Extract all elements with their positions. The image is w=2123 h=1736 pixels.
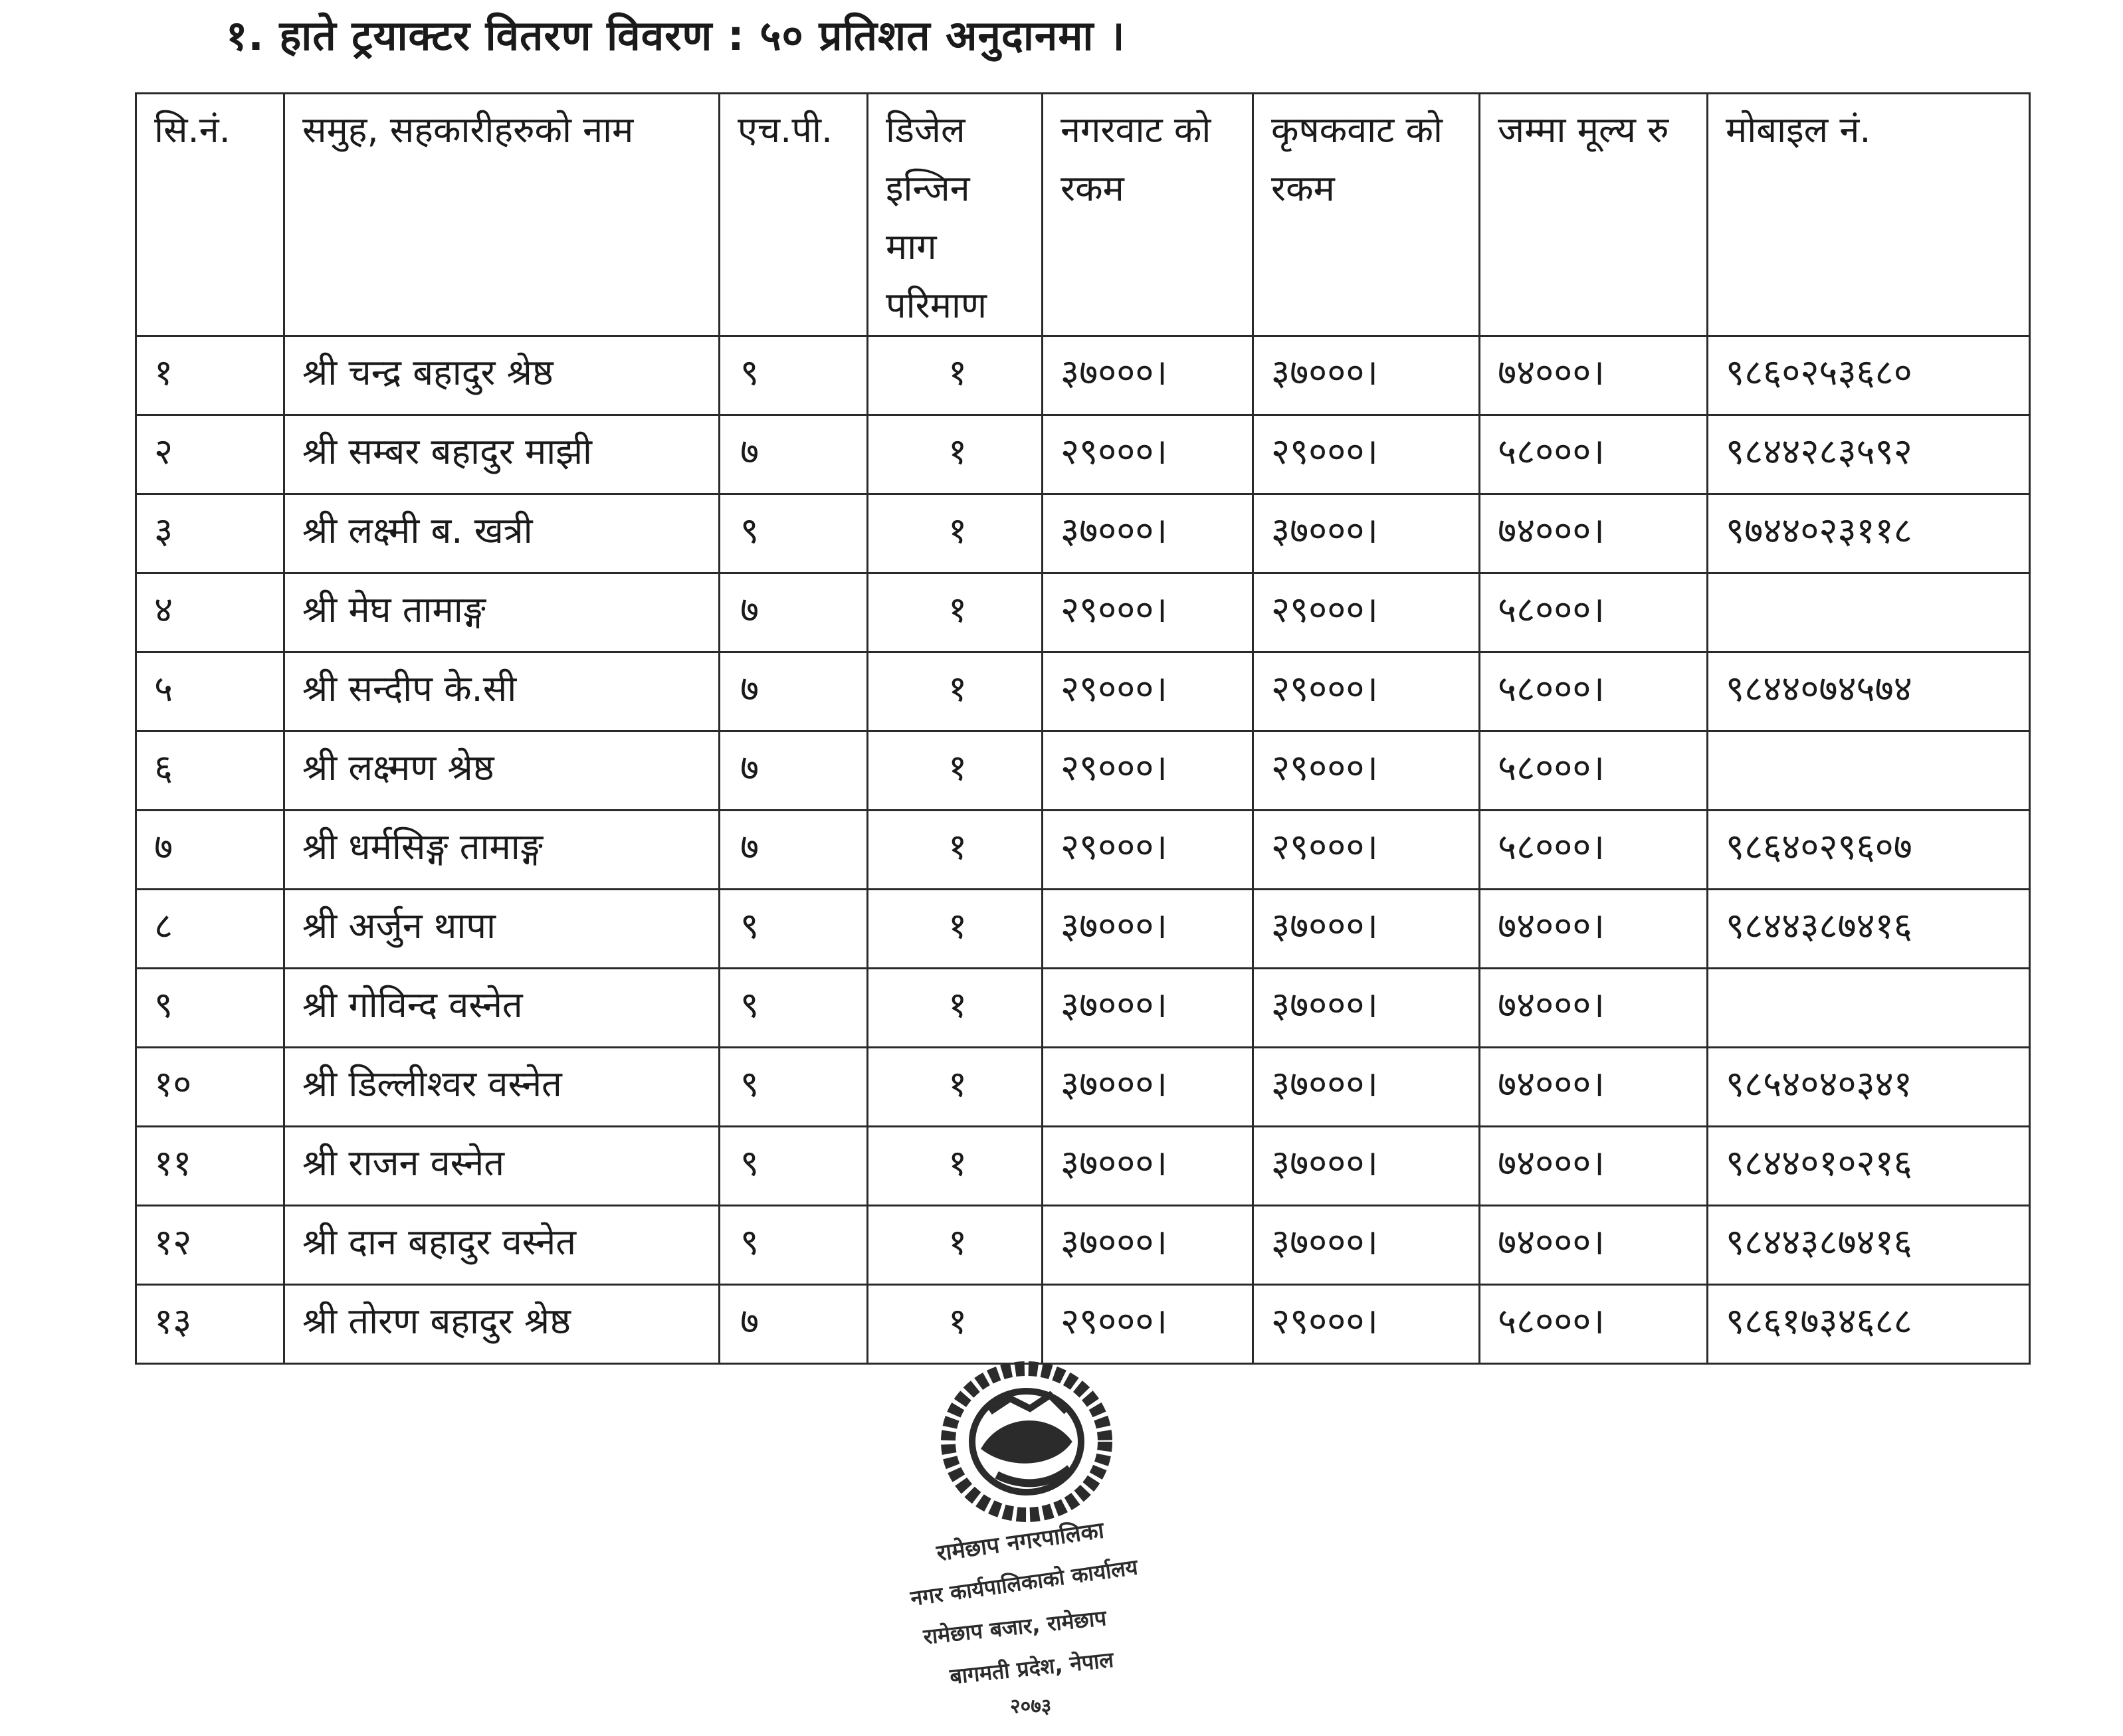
cell-serial-no: ४: [136, 573, 284, 652]
cell-serial-no: ११: [136, 1127, 284, 1206]
cell-hp: ९: [720, 969, 868, 1048]
cell-mobile: ९८६०२५३६८०: [1708, 336, 2030, 415]
cell-quantity: १: [868, 415, 1043, 494]
cell-serial-no: १: [136, 336, 284, 415]
cell-quantity: १: [868, 1048, 1043, 1127]
cell-municipality-amount: ३७०००।: [1043, 1206, 1253, 1285]
cell-serial-no: १०: [136, 1048, 284, 1127]
cell-name: श्री सन्दीप के.सी: [284, 652, 720, 731]
cell-hp: ९: [720, 494, 868, 573]
cell-serial-no: २: [136, 415, 284, 494]
cell-municipality-amount: ३७०००।: [1043, 890, 1253, 969]
cell-serial-no: ३: [136, 494, 284, 573]
cell-mobile: ९७४४०२३११८: [1708, 494, 2030, 573]
cell-municipality-amount: २९०००।: [1043, 573, 1253, 652]
cell-serial-no: ९: [136, 969, 284, 1048]
cell-serial-no: ७: [136, 811, 284, 890]
header-municipality-amount: नगरवाट को रकम: [1043, 94, 1253, 336]
cell-mobile: ९८४४०७४५७४: [1708, 652, 2030, 731]
table-row: [136, 652, 2030, 731]
table-body: [136, 336, 2030, 1364]
cell-municipality-amount: ३७०००।: [1043, 1127, 1253, 1206]
cell-quantity: १: [868, 969, 1043, 1048]
cell-hp: ७: [720, 731, 868, 811]
cell-total: ५८०००।: [1480, 811, 1708, 890]
cell-total: ७४०००।: [1480, 1048, 1708, 1127]
table-row: [136, 1206, 2030, 1285]
cell-total: ५८०००।: [1480, 731, 1708, 811]
cell-total: ७४०००।: [1480, 336, 1708, 415]
cell-farmer-amount: २९०००।: [1253, 731, 1480, 811]
header-total-price: जम्मा मूल्य रु: [1480, 94, 1708, 336]
stamp-line-4: बागमती प्रदेश, नेपाल: [948, 1646, 1115, 1689]
table-row: [136, 1048, 2030, 1127]
cell-quantity: १: [868, 890, 1043, 969]
cell-hp: ७: [720, 652, 868, 731]
cell-mobile: [1708, 573, 2030, 652]
cell-name: श्री सम्बर बहादुर माझी: [284, 415, 720, 494]
cell-municipality-amount: २९०००।: [1043, 731, 1253, 811]
cell-serial-no: १२: [136, 1206, 284, 1285]
cell-serial-no: १३: [136, 1285, 284, 1364]
cell-hp: ९: [720, 890, 868, 969]
cell-municipality-amount: ३७०००।: [1043, 1048, 1253, 1127]
cell-municipality-amount: २९०००।: [1043, 811, 1253, 890]
cell-mobile: ९८५४०४०३४१: [1708, 1048, 2030, 1127]
stamp-line-2: नगर कार्यपालिकाको कार्यालय: [908, 1554, 1140, 1611]
cell-hp: ७: [720, 811, 868, 890]
cell-hp: ७: [720, 415, 868, 494]
cell-total: ७४०००।: [1480, 1127, 1708, 1206]
cell-mobile: ९८४४३८७४१६: [1708, 1206, 2030, 1285]
cell-total: ५८०००।: [1480, 652, 1708, 731]
cell-farmer-amount: ३७०००।: [1253, 969, 1480, 1048]
cell-mobile: [1708, 969, 2030, 1048]
cell-hp: ९: [720, 1206, 868, 1285]
cell-quantity: १: [868, 1127, 1043, 1206]
cell-farmer-amount: ३७०००।: [1253, 336, 1480, 415]
header-group-name: समुह, सहकारीहरुको नाम: [284, 94, 720, 336]
cell-name: श्री चन्द्र बहादुर श्रेष्ठ: [284, 336, 720, 415]
cell-hp: ९: [720, 1048, 868, 1127]
table-row: [136, 573, 2030, 652]
cell-serial-no: ५: [136, 652, 284, 731]
cell-quantity: १: [868, 731, 1043, 811]
cell-mobile: ९८६४०२९६०७: [1708, 811, 2030, 890]
cell-quantity: १: [868, 1285, 1043, 1364]
cell-mobile: [1708, 731, 2030, 811]
cell-quantity: १: [868, 652, 1043, 731]
cell-quantity: १: [868, 336, 1043, 415]
document-heading: १. हाते ट्रयाक्टर वितरण विवरण : ५० प्रतिशत अनुदानमा ।: [226, 11, 1126, 60]
stamp-line-3: रामेछाप बजार, रामेछाप: [922, 1604, 1108, 1650]
cell-total: ७४०००।: [1480, 969, 1708, 1048]
header-serial-no: सि.नं.: [136, 94, 284, 336]
cell-farmer-amount: ३७०००।: [1253, 1127, 1480, 1206]
cell-farmer-amount: २९०००।: [1253, 415, 1480, 494]
cell-serial-no: ६: [136, 731, 284, 811]
cell-hp: ७: [720, 573, 868, 652]
table-row: [136, 415, 2030, 494]
distribution-table: [135, 92, 2031, 1365]
cell-municipality-amount: ३७०००।: [1043, 494, 1253, 573]
office-seal-stamp: [897, 1349, 1229, 1727]
cell-farmer-amount: ३७०००।: [1253, 890, 1480, 969]
cell-municipality-amount: २९०००।: [1043, 415, 1253, 494]
stamp-line-1: रामेछाप नगरपालिका: [935, 1517, 1106, 1567]
cell-farmer-amount: २९०००।: [1253, 573, 1480, 652]
cell-mobile: ९८६१७३४६८८: [1708, 1285, 2030, 1364]
cell-name: श्री धर्मसिङ्ग तामाङ्ग: [284, 811, 720, 890]
cell-farmer-amount: ३७०००।: [1253, 494, 1480, 573]
table-row: [136, 731, 2030, 811]
cell-municipality-amount: ३७०००।: [1043, 336, 1253, 415]
cell-municipality-amount: ३७०००।: [1043, 969, 1253, 1048]
cell-municipality-amount: २९०००।: [1043, 1285, 1253, 1364]
table-header-row: [136, 94, 2030, 336]
cell-hp: ७: [720, 1285, 868, 1364]
cell-municipality-amount: २९०००।: [1043, 652, 1253, 731]
table-row: [136, 1127, 2030, 1206]
cell-name: श्री मेघ तामाङ्ग: [284, 573, 720, 652]
cell-hp: ९: [720, 336, 868, 415]
cell-total: ५८०००।: [1480, 1285, 1708, 1364]
cell-name: श्री डिल्लीश्वर वस्नेत: [284, 1048, 720, 1127]
cell-farmer-amount: २९०००।: [1253, 1285, 1480, 1364]
cell-mobile: ९८४४३८७४१६: [1708, 890, 2030, 969]
table-row: [136, 494, 2030, 573]
cell-total: ७४०००।: [1480, 494, 1708, 573]
cell-farmer-amount: ३७०००।: [1253, 1206, 1480, 1285]
cell-name: श्री गोविन्द वस्नेत: [284, 969, 720, 1048]
table-row: [136, 336, 2030, 415]
cell-farmer-amount: ३७०००।: [1253, 1048, 1480, 1127]
cell-quantity: १: [868, 494, 1043, 573]
cell-name: श्री अर्जुन थापा: [284, 890, 720, 969]
cell-hp: ९: [720, 1127, 868, 1206]
cell-farmer-amount: २९०००।: [1253, 652, 1480, 731]
cell-name: श्री तोरण बहादुर श्रेष्ठ: [284, 1285, 720, 1364]
header-farmer-amount: कृषकवाट को रकम: [1253, 94, 1480, 336]
cell-quantity: १: [868, 573, 1043, 652]
header-hp: एच.पी.: [720, 94, 868, 336]
cell-total: ७४०००।: [1480, 890, 1708, 969]
cell-name: श्री राजन वस्नेत: [284, 1127, 720, 1206]
cell-quantity: १: [868, 811, 1043, 890]
cell-total: ७४०००।: [1480, 1206, 1708, 1285]
cell-total: ५८०००।: [1480, 415, 1708, 494]
cell-total: ५८०००।: [1480, 573, 1708, 652]
cell-quantity: १: [868, 1206, 1043, 1285]
cell-serial-no: ८: [136, 890, 284, 969]
cell-mobile: ९८४४२८३५९२: [1708, 415, 2030, 494]
cell-name: श्री लक्ष्मण श्रेष्ठ: [284, 731, 720, 811]
stamp-line-5: २०७३: [1010, 1695, 1052, 1718]
header-engine-quantity: डिजेल इन्जिन माग परिमाण: [868, 94, 1043, 336]
cell-name: श्री लक्ष्मी ब. खत्री: [284, 494, 720, 573]
header-mobile-no: मोबाइल नं.: [1708, 94, 2030, 336]
cell-farmer-amount: २९०००।: [1253, 811, 1480, 890]
seal-emblem-icon: [897, 1349, 1229, 1727]
cell-name: श्री दान बहादुर वस्नेत: [284, 1206, 720, 1285]
cell-mobile: ९८४४०१०२१६: [1708, 1127, 2030, 1206]
table-row: [136, 969, 2030, 1048]
table-row: [136, 811, 2030, 890]
table-row: [136, 890, 2030, 969]
